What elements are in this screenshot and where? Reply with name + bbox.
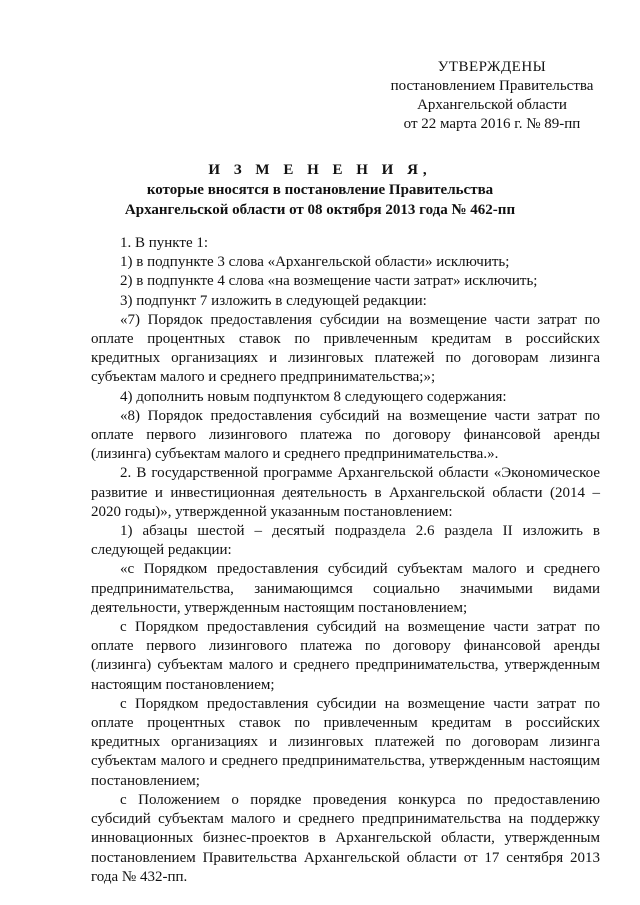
- paragraph-item-2: 2. В государственной программе Архангельской области «Экономическое развитие и инвестиционная деятельность в Архангельской области (2014 – 2020 годы)», утвержденной указанным постановлением:: [91, 465, 600, 520]
- paragraph-subitem-2: 2) в подпункте 4 слова «на возмещение части затрат» исключить;: [120, 273, 538, 290]
- approval-line-date: от 22 марта 2016 г. № 89-пп: [403, 116, 581, 132]
- paragraph-item-1: 1. В пункте 1:: [120, 235, 209, 251]
- paragraph-quote-competition: с Положением о порядке проведения конкурса по предоставлению субсидий субъектам малого и среднего предпринимательства на поддержку инновационных бизнес-проектов в Архангельской области, утвержденным постановлением Правительства Архангельской области от 17 сентября 2013 года № 432-пп.: [91, 791, 600, 885]
- approval-line-decree: постановлением Правительства: [390, 78, 594, 94]
- title-subheading: которые вносятся в постановление Правительства: [146, 182, 494, 198]
- paragraph-quote-8: «8) Порядок предоставления субсидий на возмещение части затрат по оплате первого лизингового платежа по договору финансовой аренды (лизинга) субъектам малого и среднего предпринимательства.».: [91, 407, 600, 463]
- paragraph-subitem-4: 4) дополнить новым подпунктом 8 следующего содержания:: [120, 388, 507, 405]
- approval-line-region: Архангельской области: [417, 97, 567, 113]
- paragraph-item-2-sub-1: 1) абзацы шестой – десятый подраздела 2.6 раздела II изложить в следующей редакции:: [91, 523, 600, 559]
- document-body: [91, 234, 600, 887]
- paragraph-quote-social: «с Порядком предоставления субсидий субъектам малого и среднего предпринимательства, занимающимся социально значимыми видами деятельности, утвержденным настоящим постановлением;: [91, 561, 600, 616]
- approval-stamp-block: [380, 58, 604, 134]
- paragraph-quote-leasing: с Порядком предоставления субсидий на возмещение части затрат по оплате первого лизингового платежа по договору финансовой аренды (лизинга) субъектам малого и среднего предпринимательства, утвержденным настоящим постановлением;: [91, 619, 600, 693]
- document-title: [40, 160, 600, 220]
- approval-heading: УТВЕРЖДЕНЫ: [437, 59, 547, 75]
- paragraph-subitem-3: 3) подпункт 7 изложить в следующей редакции:: [120, 292, 427, 309]
- title-reference: Архангельской области от 08 октября 2013 года № 462-пп: [124, 202, 516, 218]
- paragraph-quote-interest: с Порядком предоставления субсидии на возмещение части затрат по оплате процентных ставок по привлеченным кредитам в российских кредитных организациях и лизинговых платежей по договорам лизинга субъектам малого и среднего предпринимательства, утвержденным настоящим постановлением;: [91, 695, 600, 789]
- paragraph-quote-7: «7) Порядок предоставления субсидии на возмещение части затрат по оплате процентных ставок по привлеченным кредитам в российских кредитных организациях и лизинговых платежей по договорам лизинга субъектам малого и среднего предпринимательства;»;: [91, 311, 600, 386]
- title-heading: И З М Е Н Е Н И Я,: [208, 162, 432, 178]
- paragraph-subitem-1: 1) в подпункте 3 слова «Архангельской области» исключить;: [120, 254, 510, 271]
